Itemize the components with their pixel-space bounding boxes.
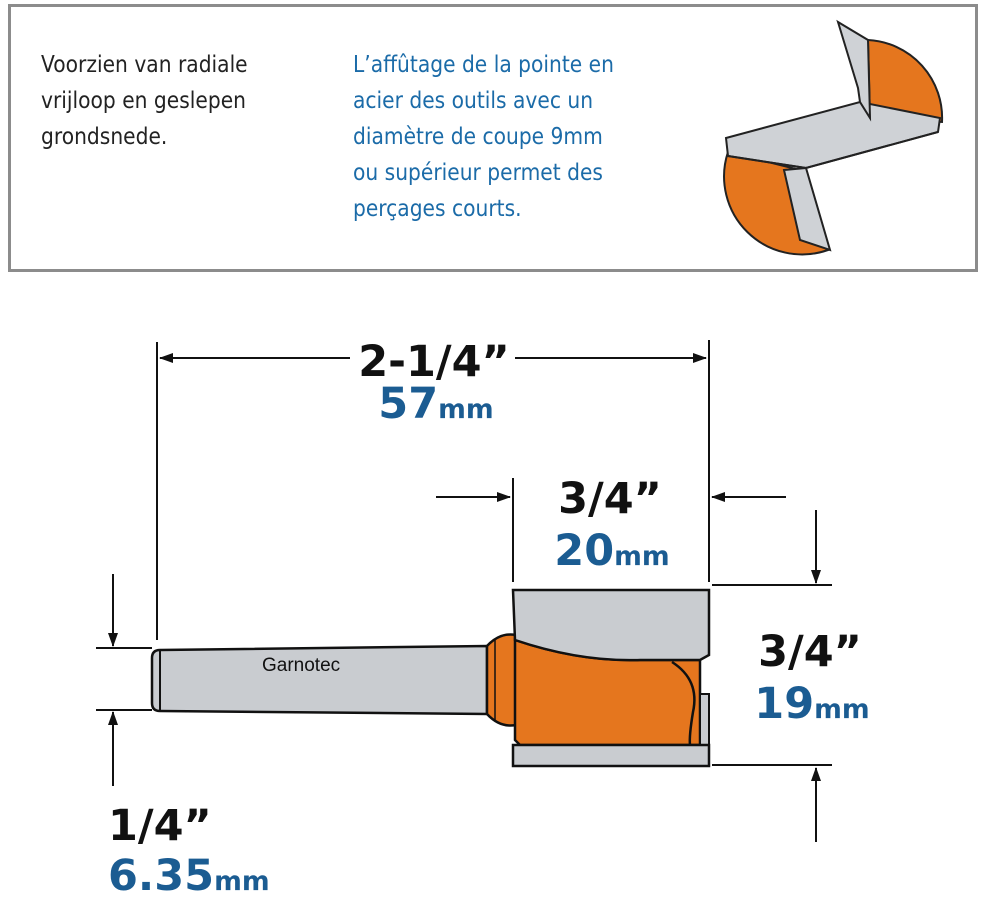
cutting-length-mm-value: 20 [554,526,615,576]
cutting-diameter-inch: 3/4” [758,627,862,677]
tip-grinding-illustration [724,22,942,254]
cutting-diameter-mm-unit: mm [814,694,870,725]
cutting-diameter-mm [754,679,869,729]
cutting-diameter-dimension [754,627,869,729]
carbide-side-blade [700,694,709,745]
french-note-line: perçages courts. [353,196,522,222]
router-bit [152,590,709,766]
cutting-diameter-mm-value: 19 [754,679,815,729]
overall-length-dimension [358,337,510,429]
shank-diameter-mm-unit: mm [214,866,270,897]
dutch-note-line: vrijloop en geslepen [41,88,246,114]
overall-length-inch: 2-1/4” [358,337,510,387]
shank-diameter-inch: 1/4” [108,801,212,851]
cutting-length-mm-unit: mm [614,541,670,572]
cutting-length-mm [554,526,669,576]
brand-label: Garnotec [262,655,341,676]
french-note-line: acier des outils avec un [353,88,594,114]
dimension-arrows [113,358,816,842]
overall-length-mm-unit: mm [438,394,494,425]
carbide-bottom-strip [513,745,709,766]
overall-length-mm-value: 57 [378,379,439,429]
shank-diameter-dimension [108,801,270,898]
cutting-length-inch: 3/4” [558,474,662,524]
french-note-line: L’affûtage de la pointe en [353,52,614,78]
shank-diameter-mm-value: 6.35 [108,851,215,898]
dutch-note-line: grondsnede. [41,124,168,150]
neck-collar [487,634,516,725]
french-note-line: diamètre de coupe 9mm [353,124,603,150]
dutch-note-line: Voorzien van radiale [41,52,248,78]
shank-diameter-mm [108,851,270,898]
center-steel-bar [726,102,940,168]
french-note-line: ou supérieur permet des [353,160,603,186]
cutting-length-dimension [554,474,669,576]
